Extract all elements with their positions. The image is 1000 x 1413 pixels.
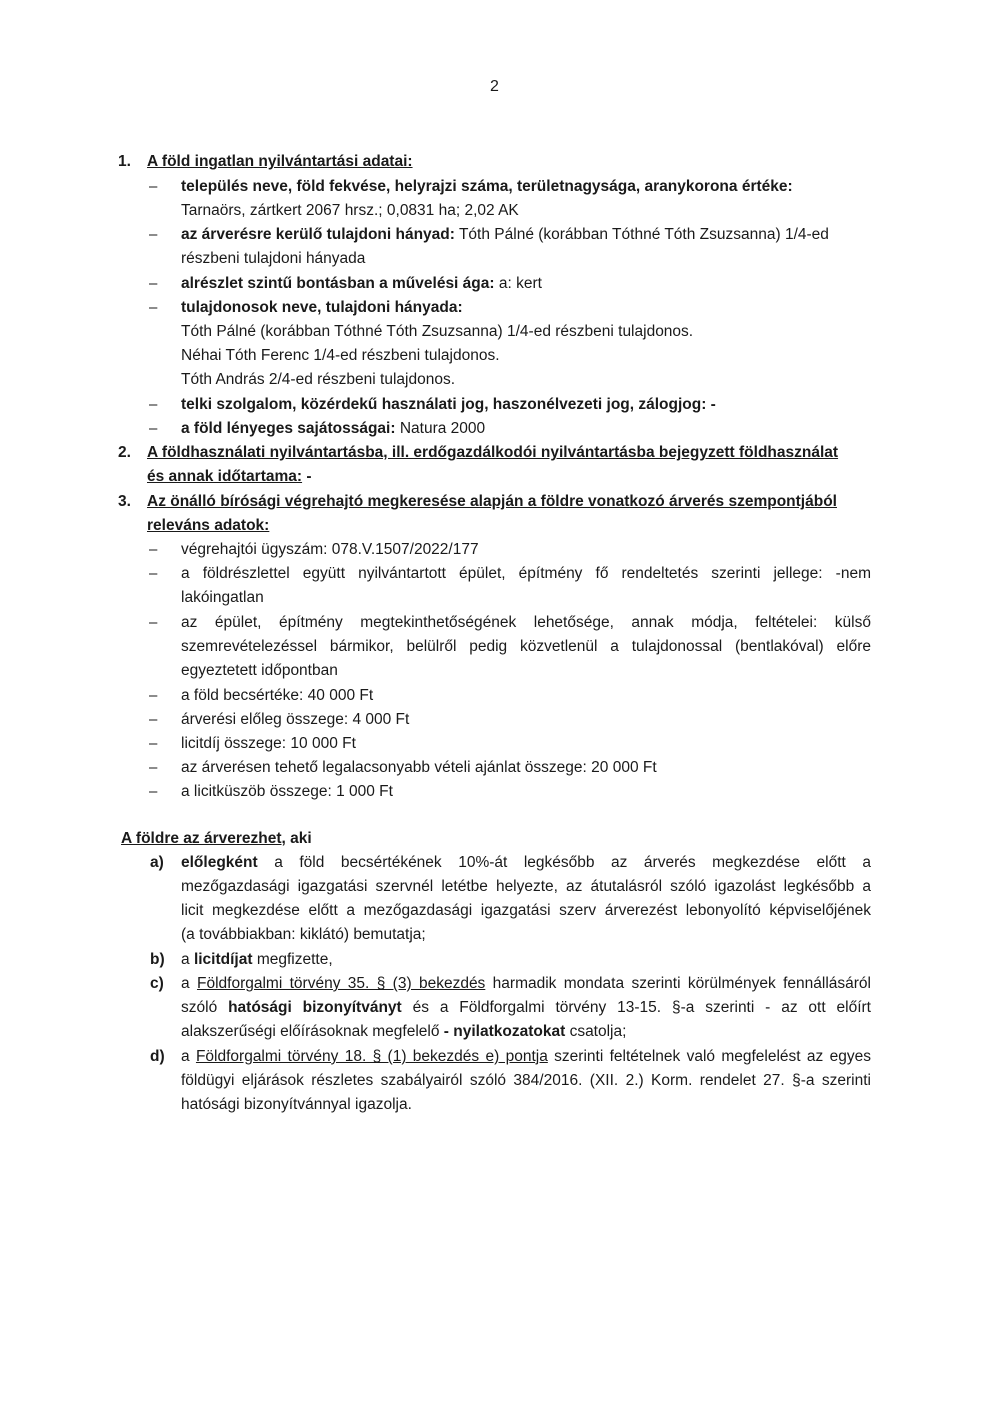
item-a-line-4: (a továbbiakban: kiklátó) bemutatja; [181,926,426,943]
item-a-line-3: licit megkezdése előtt a mezőgazdasági igazgatási szerv árverezést lebonyolító képviselőjének [181,902,871,919]
section-3-number: 3. [118,493,131,510]
section-2-heading-text: és annak időtartama: [147,468,303,485]
bullet-dash: – [149,226,158,243]
item-c-l3-post: csatolja; [569,1023,627,1040]
item-c-l2-bold: hatósági bizonyítványt [228,999,402,1016]
cultivation-line [181,274,542,294]
bullet-dash: – [149,541,158,558]
item-d-label: d) [150,1048,165,1065]
item-b-line [181,950,333,970]
item-c-line-3 [181,1022,626,1042]
bullet-dash: – [149,565,158,582]
bidding-heading [121,829,312,849]
building-type-line-2: lakóingatlan [181,589,264,606]
section-3-heading-line-2: releváns adatok: [147,517,270,534]
bid-fee: licitdíj összege: 10 000 Ft [181,735,356,752]
section-3-heading-line-1: Az önálló bírósági végrehajtó megkeresése alapján a földre vonatkozó árverés szempontjából [147,493,837,510]
section-2-number: 2. [118,444,131,461]
item-c-label: c) [150,975,164,992]
building-type-line-1: a földrészlettel együtt nyilvántartott épület, építmény fő rendeltetés szerinti jellege: -nem [181,565,871,582]
encumbrance-label: telki szolgalom, közérdekű használati jog, haszonélvezeti jog, zálogjog: - [181,396,716,413]
owners-label: tulajdonosok neve, tulajdoni hányada: [181,299,463,316]
item-d-pre: a [181,1048,190,1065]
item-b-label: b) [150,951,165,968]
share-continuation: részbeni tulajdoni hányada [181,250,366,267]
item-a-label: a) [150,854,164,871]
bidding-heading-tail: , aki [281,830,312,847]
item-b-post: megfizette, [256,951,333,968]
bullet-dash: – [149,420,158,437]
item-c-line-2 [181,998,871,1018]
item-b-bold: licitdíjat [193,951,253,968]
cultivation-value: a: kert [498,275,542,292]
item-b-pre: a [181,951,190,968]
bullet-dash: – [149,687,158,704]
estimated-value: a föld becsértéke: 40 000 Ft [181,687,374,704]
item-c-text: harmadik mondata szerinti körülmények fennállásáról [492,975,871,992]
item-c-law-link[interactable]: Földforgalmi törvény 35. § (3) bekezdés [196,975,486,992]
bullet-dash: – [149,178,158,195]
bullet-dash: – [149,299,158,316]
item-d-line-3: hatósági bizonyítvánnyal igazolja. [181,1096,412,1113]
bullet-dash: – [149,759,158,776]
features-value: Natura 2000 [399,420,486,437]
auction-deposit: árverési előleg összege: 4 000 Ft [181,711,410,728]
bullet-dash: – [149,711,158,728]
owner-3: Tóth András 2/4-ed részbeni tulajdonos. [181,371,456,388]
item-a-line-1 [181,853,871,873]
item-c-l3-pre: alakszerűségi előírásoknak megfelelő [181,1023,440,1040]
section-2-heading-line-1: A földhasználati nyilvántartásba, ill. erdőgazdálkodói nyilvántartásba bejegyzett földhasználat [147,444,839,461]
bullet-dash: – [149,783,158,800]
bullet-dash: – [149,614,158,631]
bid-increment: a licitküszöb összege: 1 000 Ft [181,783,393,800]
item-d-line-2: földügyi eljárások részletes szabályairól szóló 384/2016. (XII. 2.) Korm. rendelet 27. §-a szerinti [181,1072,871,1089]
owner-2: Néhai Tóth Ferenc 1/4-ed részbeni tulajdonos. [181,347,500,364]
viewing-line-2: szemrevételezéssel bármikor, belülről pedig közvetlenül a tulajdonossal (bentlakóval) előre [181,638,871,655]
item-d-text: szerinti feltételnek való megfelelést az egyes [554,1048,871,1065]
item-a-text: a föld becsértékének 10%-át legkésőbb az árverés megkezdése előtt a [274,854,871,871]
item-d-line-1 [181,1047,871,1067]
section-2-value: - [306,468,312,485]
features-line [181,419,485,439]
viewing-line-1: az épület, építmény megtekinthetőségének lehetősége, annak módja, feltételei: külső [181,614,871,631]
features-label: a föld lényeges sajátosságai: [181,420,396,437]
cultivation-label: alrészlet szintű bontásban a művelési ága: [181,275,495,292]
share-line [181,225,829,245]
item-c-l3-bold: - nyilatkozatokat [443,1023,566,1040]
page-number: 2 [490,78,499,95]
item-c-l2-pre: szóló [181,999,218,1016]
minimum-offer: az árverésen tehető legalacsonyabb vételi ajánlat összege: 20 000 Ft [181,759,657,776]
section-1-heading: A föld ingatlan nyilvántartási adatai: [147,153,413,170]
land-data-value: Tarnaörs, zártkert 2067 hrsz.; 0,0831 ha; 2,02 AK [181,202,519,219]
viewing-line-3: egyeztetett időpontban [181,662,338,679]
bullet-dash: – [149,396,158,413]
bidding-heading-underlined: A földre az árverezhet [121,830,282,847]
item-a-bold: előlegként [181,854,258,871]
item-a-line-2: mezőgazdasági igazgatási szervnél letétbe helyezte, az átutalásról szóló igazolást legkésőbb a [181,878,871,895]
item-c-pre: a [181,975,190,992]
owner-1: Tóth Pálné (korábban Tóthné Tóth Zsuzsanna) 1/4-ed részbeni tulajdonos. [181,323,694,340]
item-c-l2-text: és a Földforgalmi törvény 13-15. §-a szerinti - az ott előírt [412,999,871,1016]
case-number: végrehajtói ügyszám: 078.V.1507/2022/177 [181,541,479,558]
land-data-label: település neve, föld fekvése, helyrajzi száma, területnagysága, aranykorona értéke: [181,178,793,195]
section-1-number: 1. [118,153,131,170]
section-2-heading-line-2 [147,467,312,487]
bullet-dash: – [149,275,158,292]
share-label: az árverésre kerülő tulajdoni hányad: [181,226,455,243]
item-d-law-link[interactable]: Földforgalmi törvény 18. § (1) bekezdés e) pontja [195,1048,548,1065]
bullet-dash: – [149,735,158,752]
item-c-line-1 [181,974,871,994]
share-value: Tóth Pálné (korábban Tóthné Tóth Zsuzsanna) 1/4-ed [458,226,829,243]
